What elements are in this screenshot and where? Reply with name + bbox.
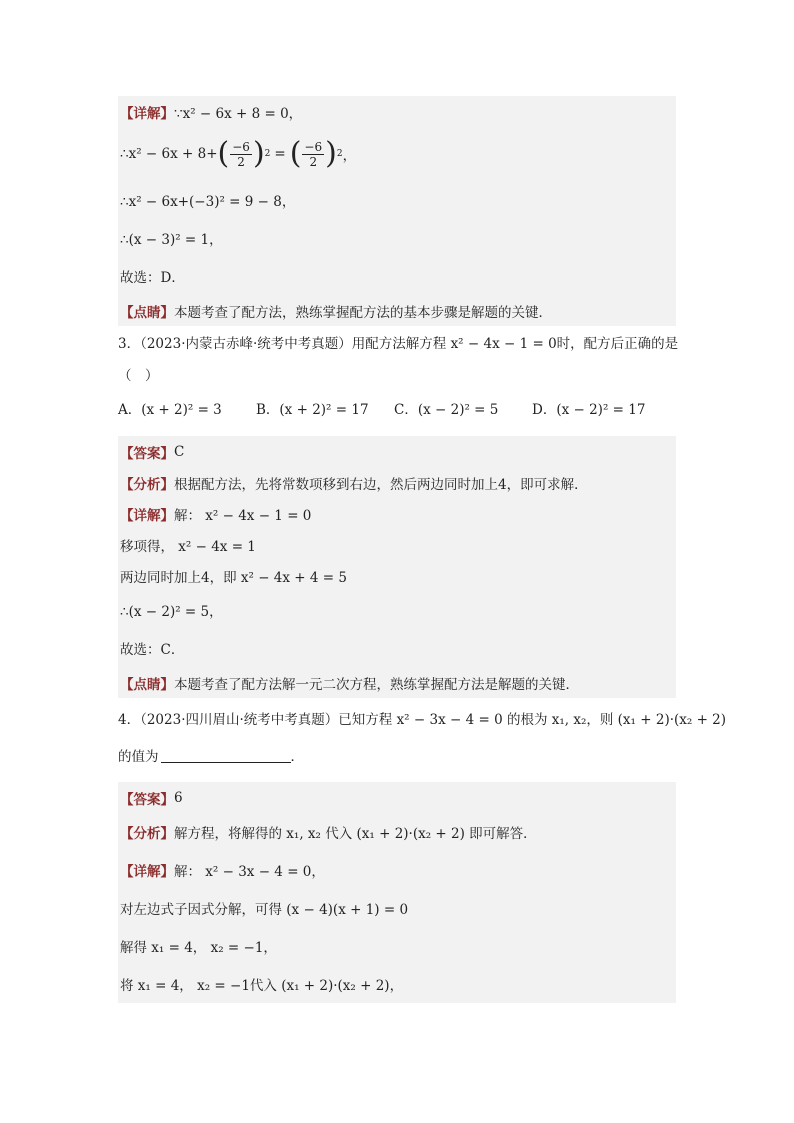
q3-option-a: A．(x + 2)² = 3 [118,402,222,418]
spacer [118,772,676,782]
q4-line-3 [120,927,676,965]
paren-left: ( [289,136,302,171]
q4-x3: 解得 x₁ = 4， x₂ = −1， [120,940,277,956]
xiangjie-tag: 【详解】 [120,864,174,880]
q3-line-5 [120,629,676,667]
q4-stem-2-line [118,738,676,772]
q3-x5: 故选：C． [120,642,185,658]
exp: 2 [264,149,271,159]
p2-line-1 [120,96,676,127]
answer-tag: 【答案】 [120,445,174,462]
fraction-denominator: 2 [237,154,245,169]
spacer [118,426,676,436]
q3-option-b: B．(x + 2)² = 17 [256,402,369,418]
q3-answer: C [174,443,185,460]
q3-dianjing-line [120,667,676,698]
q3-option-d: D．(x − 2)² = 17 [532,402,646,418]
q4-fenxi: 解方程，将解得的 x₁, x₂ 代入 (x₁ + 2)·(x₂ + 2) 即可解答． [174,826,537,842]
fraction [302,140,324,169]
paren-left: ( [217,136,230,171]
q3-line-1 [120,498,676,529]
q4-x1: 解： x² − 3x − 4 = 0， [174,864,325,880]
p2-l3: ∴x² − 6x+(−3)² = 9 − 8， [120,194,296,210]
p2-dianjing: 本题考查了配方法，熟练掌握配方法的基本步骤是解题的关键． [174,304,552,321]
q4-x2: 对左边式子因式分解，可得 (x − 4)(x + 1) = 0 [120,902,409,918]
q3-x4: ∴(x − 2)² = 5， [120,604,223,620]
solution-block-q3 [118,436,676,698]
q3-dianjing: 本题考查了配方法解一元二次方程，熟练掌握配方法是解题的关键． [174,676,579,693]
q4-stem-2: 的值为 [118,749,159,765]
p2-line-5 [120,257,676,295]
p2-l2-eq: = [274,146,286,162]
solution-block-q4 [118,782,676,1003]
exp: 2 [336,149,343,159]
xiangjie-tag: 【详解】 [120,507,174,524]
q4-answer-line [120,782,676,813]
fraction-numerator: −6 [304,139,323,154]
page-content [118,96,727,1003]
q3-stem: 3．（2023·内蒙古赤峰·统考中考真题）用配方法解方程 x² − 4x − 1 = 0时，配方后正确的是 [118,336,679,352]
fraction-numerator: −6 [232,139,250,154]
answer-tag: 【答案】 [120,791,174,808]
q3-line-3 [120,560,676,591]
q4-fenxi-line [120,813,676,851]
paren-right: ) [252,136,265,171]
q4-line-1 [120,851,676,889]
q3-x2: 移项得， x² − 4x = 1 [120,538,256,555]
q3-x1: 解： x² − 4x − 1 = 0 [174,507,312,524]
dianjing-tag: 【点睛】 [120,304,174,321]
q4-answer: 6 [174,789,183,806]
fraction-denominator: 2 [309,154,318,169]
fenxi-tag: 【分析】 [120,476,174,493]
answer-blank [161,748,291,763]
p2-line-4 [120,219,676,257]
q4-x4: 将 x₁ = 4， x₂ = −1代入 (x₁ + 2)·(x₂ + 2)， [120,978,404,994]
q3-line-2 [120,529,676,560]
q3-fenxi: 根据配方法，先将常数项移到右边，然后两边同时加上4，即可求解． [174,476,588,493]
p2-l1: ∵x² − 6x + 8 = 0， [174,105,303,122]
p2-line-6 [120,295,676,326]
q3-answer-line [120,436,676,467]
q3-option-c: C．(x − 2)² = 5 [394,402,499,418]
p2-l4: ∴(x − 3)² = 1， [120,232,223,248]
solution-block-p2 [118,96,676,326]
q3-x3: 两边同时加上4，即 x² − 4x + 4 = 5 [120,569,347,586]
q3-fenxi-line [120,467,676,498]
q3-stem-2: （ ） [118,368,159,384]
p2-l2-end: ， [342,148,357,164]
q4-line-2 [120,889,676,927]
paren-right: ) [325,136,337,171]
fraction [230,140,252,169]
q4-line-4 [120,965,676,1003]
p2-line-3 [120,181,676,219]
q3-options [118,390,676,426]
q3-line-4 [120,591,676,629]
q4-stem-2-end: ． [290,749,304,765]
xiangjie-tag: 【详解】 [120,105,174,122]
q4-stem: 4．（2023·四川眉山·统考中考真题）已知方程 x² − 3x − 4 = 0 的根为 x₁, x₂，则 (x₁ + 2)·(x₂ + 2) [118,712,727,728]
p2-line-2 [120,127,676,181]
p2-l5: 故选：D． [120,270,185,286]
dianjing-tag: 【点睛】 [120,676,174,693]
fenxi-tag: 【分析】 [120,826,174,842]
p2-l2-a: ∴x² − 6x + 8+ [120,146,218,162]
